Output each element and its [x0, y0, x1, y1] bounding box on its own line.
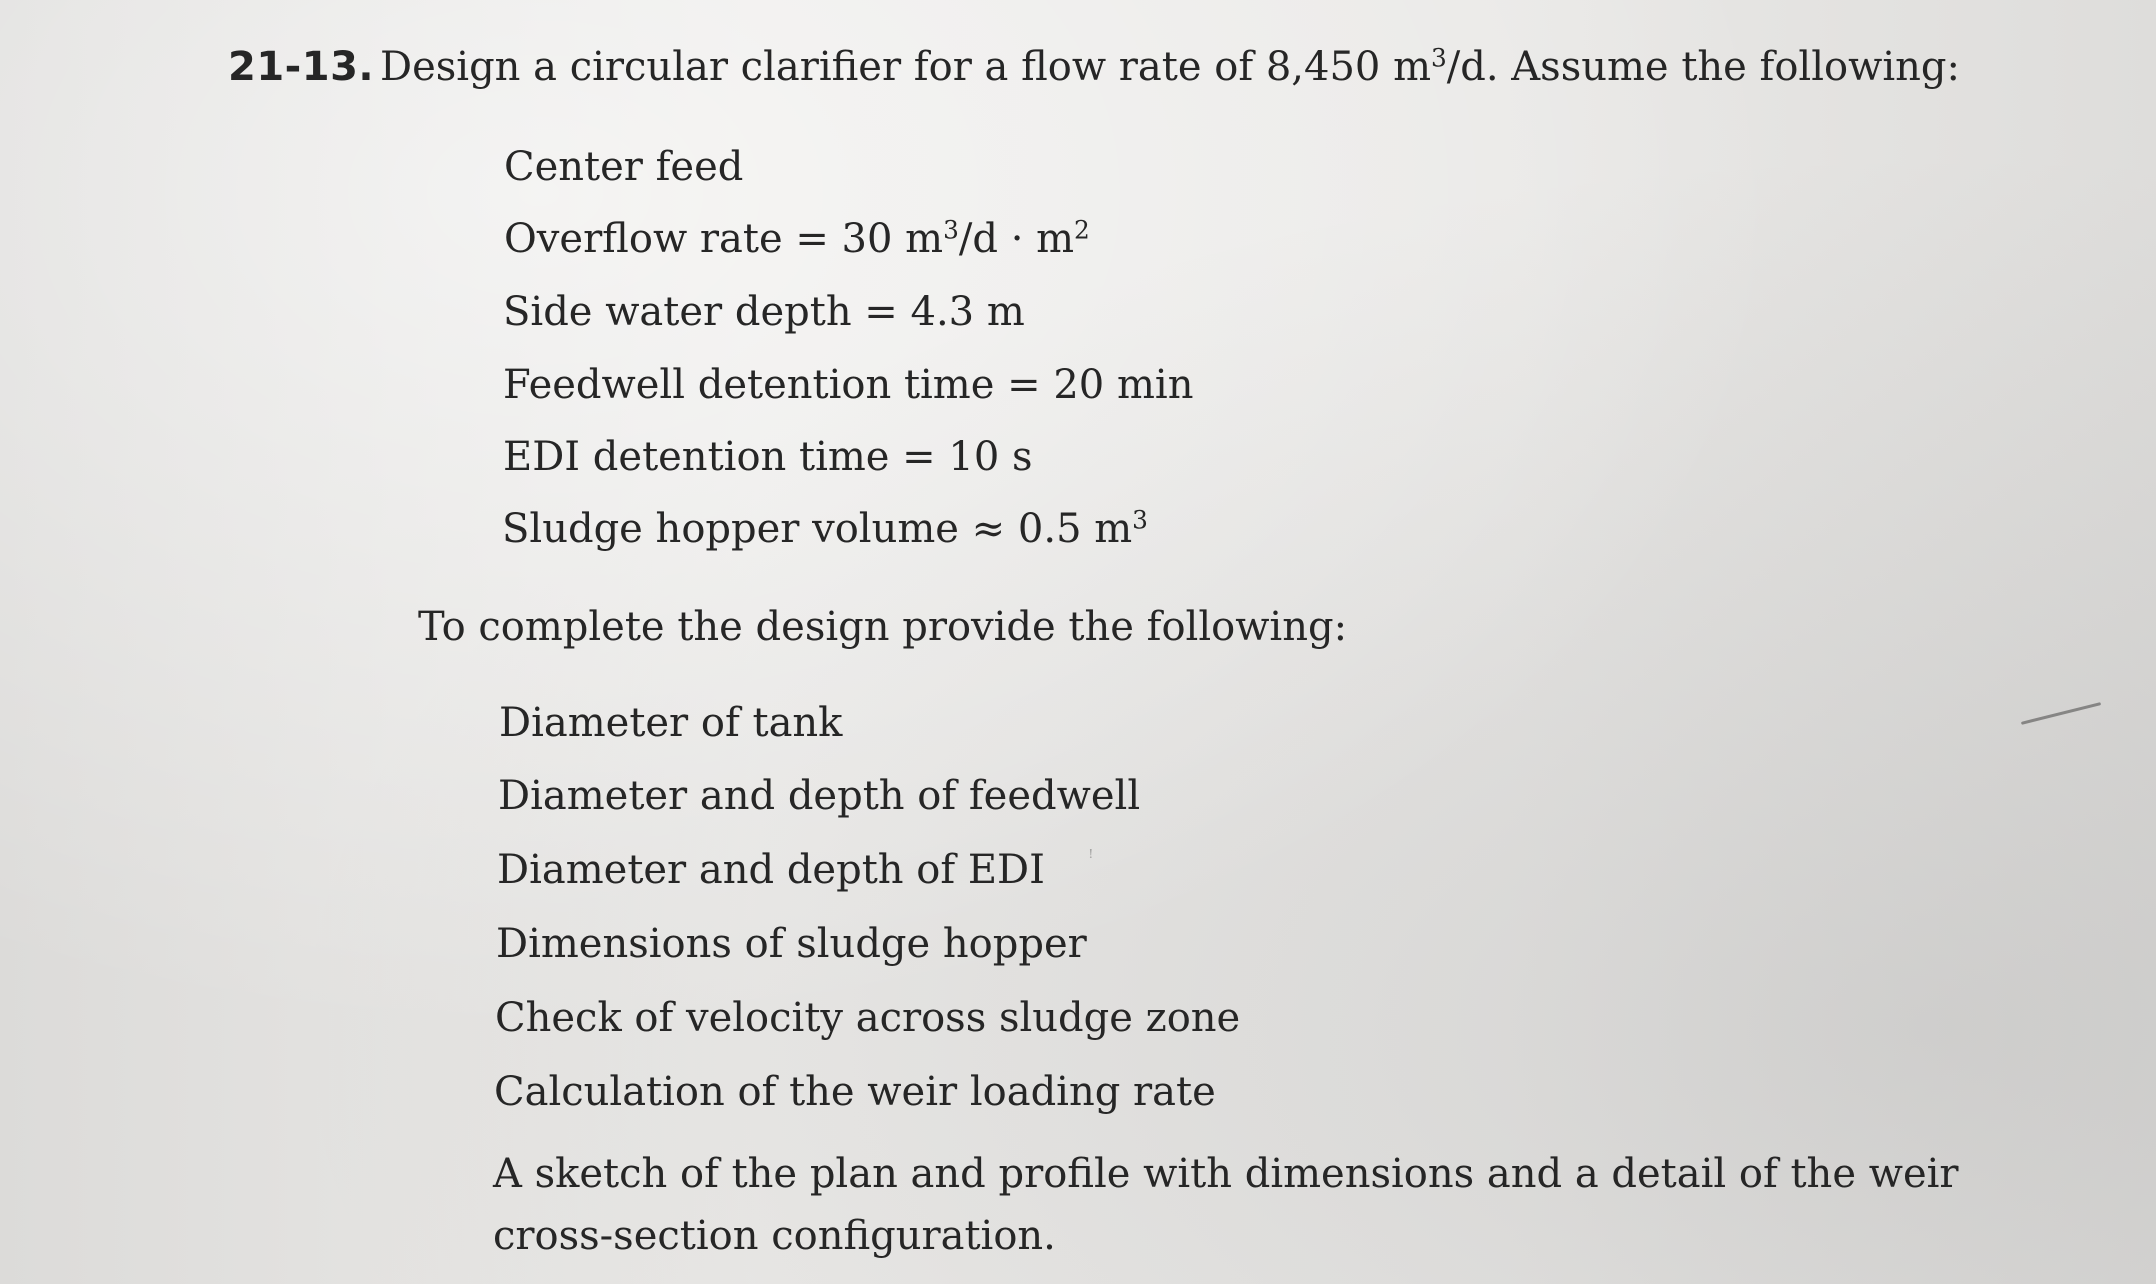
requirement-item: Diameter and depth of EDI [497, 847, 1045, 893]
overflow-rate-after: /d · m [958, 216, 1075, 262]
problem-statement [380, 44, 1960, 90]
pencil-mark [2021, 702, 2101, 725]
paper-speck: ꜝ [1088, 846, 1094, 871]
overflow-rate-sup2: 2 [1074, 215, 1090, 245]
overflow-rate-text: Overflow rate = 30 m [504, 216, 944, 262]
overflow-rate-sup: 3 [943, 215, 959, 245]
sludge-hopper-text: Sludge hopper volume ≈ 0.5 m [502, 506, 1133, 552]
requirement-item: Diameter and depth of feedwell [498, 773, 1141, 819]
assumption-sludge-hopper-volume [502, 506, 1148, 552]
requirement-item: Calculation of the weir loading rate [494, 1069, 1216, 1115]
problem-statement-suffix: /d. Assume the following: [1446, 44, 1960, 90]
requirement-item: Diameter of tank [499, 700, 843, 746]
sludge-hopper-sup: 3 [1132, 505, 1148, 535]
problem-number: 21-13. [228, 44, 375, 90]
problem-statement-superscript: 3 [1431, 43, 1447, 73]
requirement-item: A sketch of the plan and profile with dimensions and a detail of the weir cross-section configuration. [493, 1151, 1959, 1259]
assumption-feedwell-detention: Feedwell detention time = 20 min [503, 362, 1194, 408]
assumption-overflow-rate [504, 216, 1090, 262]
assumption-edi-detention: EDI detention time = 10 s [503, 434, 1033, 480]
requirements-intro: To complete the design provide the following: [418, 604, 1348, 650]
problem-statement-prefix: Design a circular clarifier for a flow rate of 8,450 m [380, 44, 1431, 90]
assumption-side-water-depth: Side water depth = 4.3 m [503, 289, 1025, 335]
requirement-item: Dimensions of sludge hopper [496, 921, 1087, 967]
assumption-center-feed: Center feed [504, 144, 744, 190]
requirement-item: Check of velocity across sludge zone [495, 995, 1241, 1041]
